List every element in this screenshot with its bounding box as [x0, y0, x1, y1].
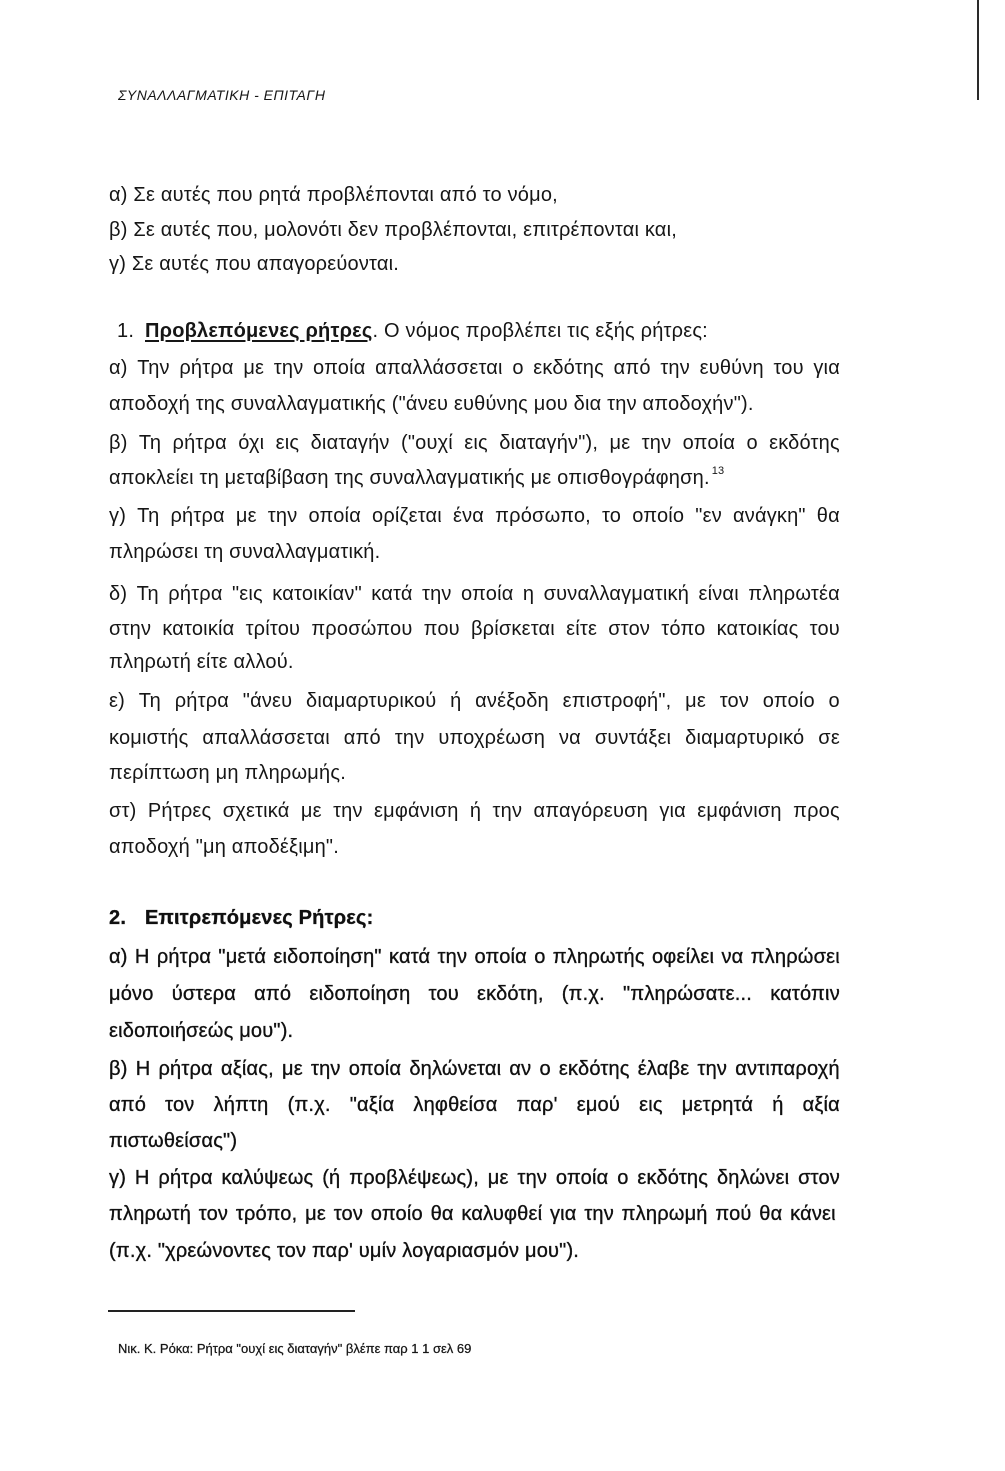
word: εις [275, 432, 300, 454]
word: κατά [371, 583, 413, 605]
word: τον [198, 1203, 229, 1225]
section1-line [109, 799, 840, 823]
word: ευθύνη [699, 357, 764, 379]
word: λήπτη [213, 1094, 269, 1116]
word: εκδότης [769, 432, 840, 454]
word: στον [798, 1167, 840, 1189]
word: ρήτρα [158, 1167, 213, 1189]
section2-line [109, 1057, 840, 1081]
word: Η [135, 1058, 151, 1080]
word: ρήτρα [174, 690, 230, 712]
word: με [487, 1167, 509, 1189]
word: την [517, 1167, 548, 1189]
word: όχι [238, 432, 265, 454]
word: από [109, 1094, 147, 1116]
word: είτε [566, 618, 598, 640]
footnote-text: Νικ. Κ. Ρόκα: Ρήτρα "ουχί εις διαταγήν" βλέπε παρ 1 1 σελ 69 [118, 1341, 472, 1356]
word: την [492, 800, 523, 822]
word: α) [109, 946, 128, 968]
word: σχετικά [222, 800, 290, 822]
word: απαλλάσσεται [202, 727, 330, 749]
footnote-reference: 13 [711, 465, 725, 478]
intro-item-gamma: γ) Σε αυτές που απαγορεύονται. [109, 253, 399, 275]
word: ή [772, 1094, 784, 1116]
word: γ) [109, 505, 127, 527]
section1-heading [117, 319, 708, 343]
section1-line: πληρωτή είτε αλλού. [109, 651, 294, 673]
word: ο [539, 1058, 551, 1080]
section2-title: Επιτρεπόμενες Ρήτρες: [145, 907, 374, 929]
section2-heading [109, 906, 373, 930]
section1-line-text: αποκλείει τη μεταβίβαση της συναλλαγματικής με οπισθογράφηση. [109, 467, 710, 489]
word: προσώπου [311, 618, 413, 640]
section1-line: αποδοχή της συναλλαγματικής ("άνευ ευθύνης μου δια την αποδοχήν"). [109, 393, 754, 415]
section1-number: 1. [117, 320, 135, 342]
word: ληφθείσα [413, 1094, 498, 1116]
word: την [660, 357, 690, 379]
section1-line: πληρώσει τη συναλλαγματική. [109, 541, 381, 563]
word: ο [617, 1167, 629, 1189]
word: "εν [695, 505, 722, 527]
word: ή [450, 690, 462, 712]
word: υποχρέωση [438, 727, 546, 749]
word: Την [137, 357, 170, 379]
word: πληρωμή [621, 1203, 708, 1225]
word: κατοικία [162, 618, 235, 640]
word: να [721, 946, 744, 968]
section1-title: Προβλεπόμενες ρήτρες [145, 320, 373, 342]
word: για [549, 1203, 577, 1225]
word: "άνευ [242, 690, 293, 712]
word: εις [639, 1094, 663, 1116]
word: μόνο [109, 983, 154, 1005]
word: οφείλει [651, 946, 715, 968]
word: αν [509, 1058, 532, 1080]
word: κομιστής [109, 727, 189, 749]
running-header: ΣΥΝΑΛΛΑΓΜΑΤΙΚΗ - ΕΠΙΤΑΓΗ [118, 87, 326, 103]
word: "αξία [349, 1094, 395, 1116]
word: την [584, 1203, 614, 1225]
word: δηλώνει [716, 1167, 790, 1189]
section1-line [109, 466, 724, 490]
intro-item-beta: β) Σε αυτές που, μολονότι δεν προβλέπονται, επιτρέπονται και, [109, 219, 677, 241]
word: β) [109, 432, 128, 454]
section1-line [109, 356, 840, 380]
word: στ) [109, 800, 137, 822]
word: γ) [109, 1167, 127, 1189]
word: "εις [232, 583, 263, 605]
word: του [809, 618, 840, 640]
word: κατοικίας [716, 618, 799, 640]
section2-line: ειδοποιήσεώς μου"). [109, 1020, 294, 1042]
word: οποίο [370, 1203, 423, 1225]
word: οποία [308, 505, 361, 527]
word: δηλώνεται [409, 1058, 502, 1080]
word: ορίζεται [372, 505, 442, 527]
section2-line [109, 1166, 840, 1190]
word: εκδότης [533, 357, 604, 379]
word: εμφάνιση [374, 800, 459, 822]
word: με [282, 1058, 303, 1080]
section2-line [109, 982, 840, 1006]
section1-title-tail: . Ο νόμος προβλέπει τις εξής ρήτρες: [372, 320, 708, 342]
word: με [305, 1203, 326, 1225]
word: έλαβε [637, 1058, 690, 1080]
word: από [254, 983, 292, 1005]
word: Τη [138, 432, 162, 454]
word: (π.χ. [287, 1094, 331, 1116]
word: πρόσωπο, [495, 505, 591, 527]
word: με [235, 505, 257, 527]
word: ανάγκη" [732, 505, 806, 527]
word: επιστροφή", [562, 690, 672, 712]
word: διαταγήν"), [499, 432, 599, 454]
word: το [601, 505, 622, 527]
word: ρήτρα [156, 946, 212, 968]
word: ρήτρα [170, 505, 225, 527]
word: οποία [461, 583, 514, 605]
word: κατόπιν [770, 983, 840, 1005]
word: ανέξοδη [475, 690, 549, 712]
word: αξίας, [220, 1058, 274, 1080]
word: αξία [802, 1094, 840, 1116]
word: με [300, 800, 322, 822]
word: Τη [136, 583, 159, 605]
section1-line [109, 582, 840, 606]
word: την [333, 800, 363, 822]
word: οποίο [762, 690, 815, 712]
section2-line: πιστωθείσας") [109, 1130, 238, 1152]
word: από [343, 727, 381, 749]
word: ειδοποίηση [309, 983, 411, 1005]
intro-item-alpha: α) Σε αυτές που ρητά προβλέπονται από το νόμο, [109, 184, 558, 206]
word: εις [464, 432, 488, 454]
word: για [659, 800, 686, 822]
word: οποίο [632, 505, 685, 527]
word: ρήτρα [168, 583, 223, 605]
word: εμφάνιση [697, 800, 782, 822]
word: από [613, 357, 651, 379]
word: με [243, 357, 265, 379]
word: ο [746, 432, 758, 454]
section2-line: (π.χ. "χρεώνοντες τον παρ' υμίν λογαριασμόν μου"). [109, 1240, 580, 1262]
section1-line [109, 431, 840, 455]
word: συναλλαγματική [543, 583, 690, 605]
word: διαμαρτυρικό [685, 727, 805, 749]
word: ο [512, 357, 524, 379]
word: (ή [322, 1167, 341, 1189]
section1-line [109, 689, 840, 713]
word: τον [719, 690, 750, 712]
section1-line [109, 726, 840, 750]
word: πληρωτής [552, 946, 645, 968]
word: ρήτρα [172, 432, 227, 454]
word: για [813, 357, 840, 379]
word: τόπο [661, 618, 706, 640]
word: καλυφθεί [461, 1203, 543, 1225]
word: βρίσκεται [470, 618, 555, 640]
word: ρήτρα [179, 357, 234, 379]
word: προς [793, 800, 840, 822]
section2-line [109, 945, 840, 969]
word: κατά [388, 946, 431, 968]
word: ε) [109, 690, 125, 712]
word: ειδοποίηση" [273, 946, 382, 968]
word: συντάξει [594, 727, 672, 749]
word: είναι [698, 583, 739, 605]
word: σε [818, 727, 840, 749]
word: του [428, 983, 459, 1005]
word: τον [333, 1203, 364, 1225]
word: οποία [555, 1167, 609, 1189]
word: θα [816, 505, 840, 527]
word: απαγόρευση [533, 800, 648, 822]
word: να [558, 727, 581, 749]
word: πληρωτέα [748, 583, 840, 605]
word: Η [134, 946, 150, 968]
word: διαμαρτυρικού [306, 690, 437, 712]
word: προβλέψεως), [349, 1167, 479, 1189]
word: που [423, 618, 460, 640]
word: ο [534, 946, 546, 968]
word: θα [430, 1203, 454, 1225]
word: εμού [576, 1094, 621, 1116]
word: τρόπο, [235, 1203, 298, 1225]
word: "μετά [218, 946, 267, 968]
word: αντιπαροχή [735, 1058, 840, 1080]
word: την [267, 505, 298, 527]
word: ή [469, 800, 482, 822]
section2-line [109, 1202, 836, 1226]
word: εκδότη, [477, 983, 544, 1005]
word: εκδότης [558, 1058, 630, 1080]
scan-edge-line [977, 0, 979, 100]
word: πού [715, 1203, 752, 1225]
word: την [394, 727, 425, 749]
word: οποία [348, 1058, 402, 1080]
footnote-separator [108, 1310, 355, 1312]
word: β) [109, 1058, 128, 1080]
word: παρ' [516, 1094, 558, 1116]
word: "πληρώσατε... [623, 983, 753, 1005]
section2-number: 2. [109, 907, 127, 929]
word: απαλλάσσεται [375, 357, 503, 379]
word: με [685, 690, 706, 712]
section1-line: αποδοχή "μη αποδέξιμη". [109, 836, 339, 858]
word: Ρήτρες [147, 800, 212, 822]
word: οποία [313, 357, 366, 379]
word: ύστερα [171, 983, 236, 1005]
word: οποία [474, 946, 527, 968]
word: πληρωτή [109, 1203, 192, 1225]
word: δ) [109, 583, 128, 605]
word: ο [828, 690, 840, 712]
word: εκδότης [637, 1167, 709, 1189]
word: την [437, 946, 468, 968]
word: Η [134, 1167, 150, 1189]
word: η [522, 583, 535, 605]
word: Τη [138, 690, 161, 712]
word: την [310, 1058, 341, 1080]
word: καλύψεως [221, 1167, 314, 1189]
word: την [422, 583, 452, 605]
section2-line [109, 1093, 840, 1117]
word: διαταγήν [310, 432, 390, 454]
word: οποία [682, 432, 736, 454]
word: την [273, 357, 304, 379]
word: α) [109, 357, 128, 379]
word: τρίτου [245, 618, 301, 640]
word: πληρώσει [750, 946, 840, 968]
word: μετρητά [681, 1094, 754, 1116]
word: την [641, 432, 672, 454]
word: κατοικίαν" [272, 583, 362, 605]
word: στην [109, 618, 152, 640]
word: κάνει [790, 1203, 836, 1225]
word: Τη [137, 505, 160, 527]
word: την [697, 1058, 728, 1080]
word: τον [165, 1094, 195, 1116]
word: θα [759, 1203, 783, 1225]
word: ρήτρα [158, 1058, 213, 1080]
word: στον [608, 618, 651, 640]
word: ένα [452, 505, 485, 527]
word: (π.χ. [561, 983, 605, 1005]
section1-line [109, 617, 840, 641]
word: του [773, 357, 804, 379]
word: ("ουχί [400, 432, 453, 454]
word: με [609, 432, 631, 454]
section1-line: περίπτωση μη πληρωμής. [109, 762, 346, 784]
section1-line [109, 504, 840, 528]
